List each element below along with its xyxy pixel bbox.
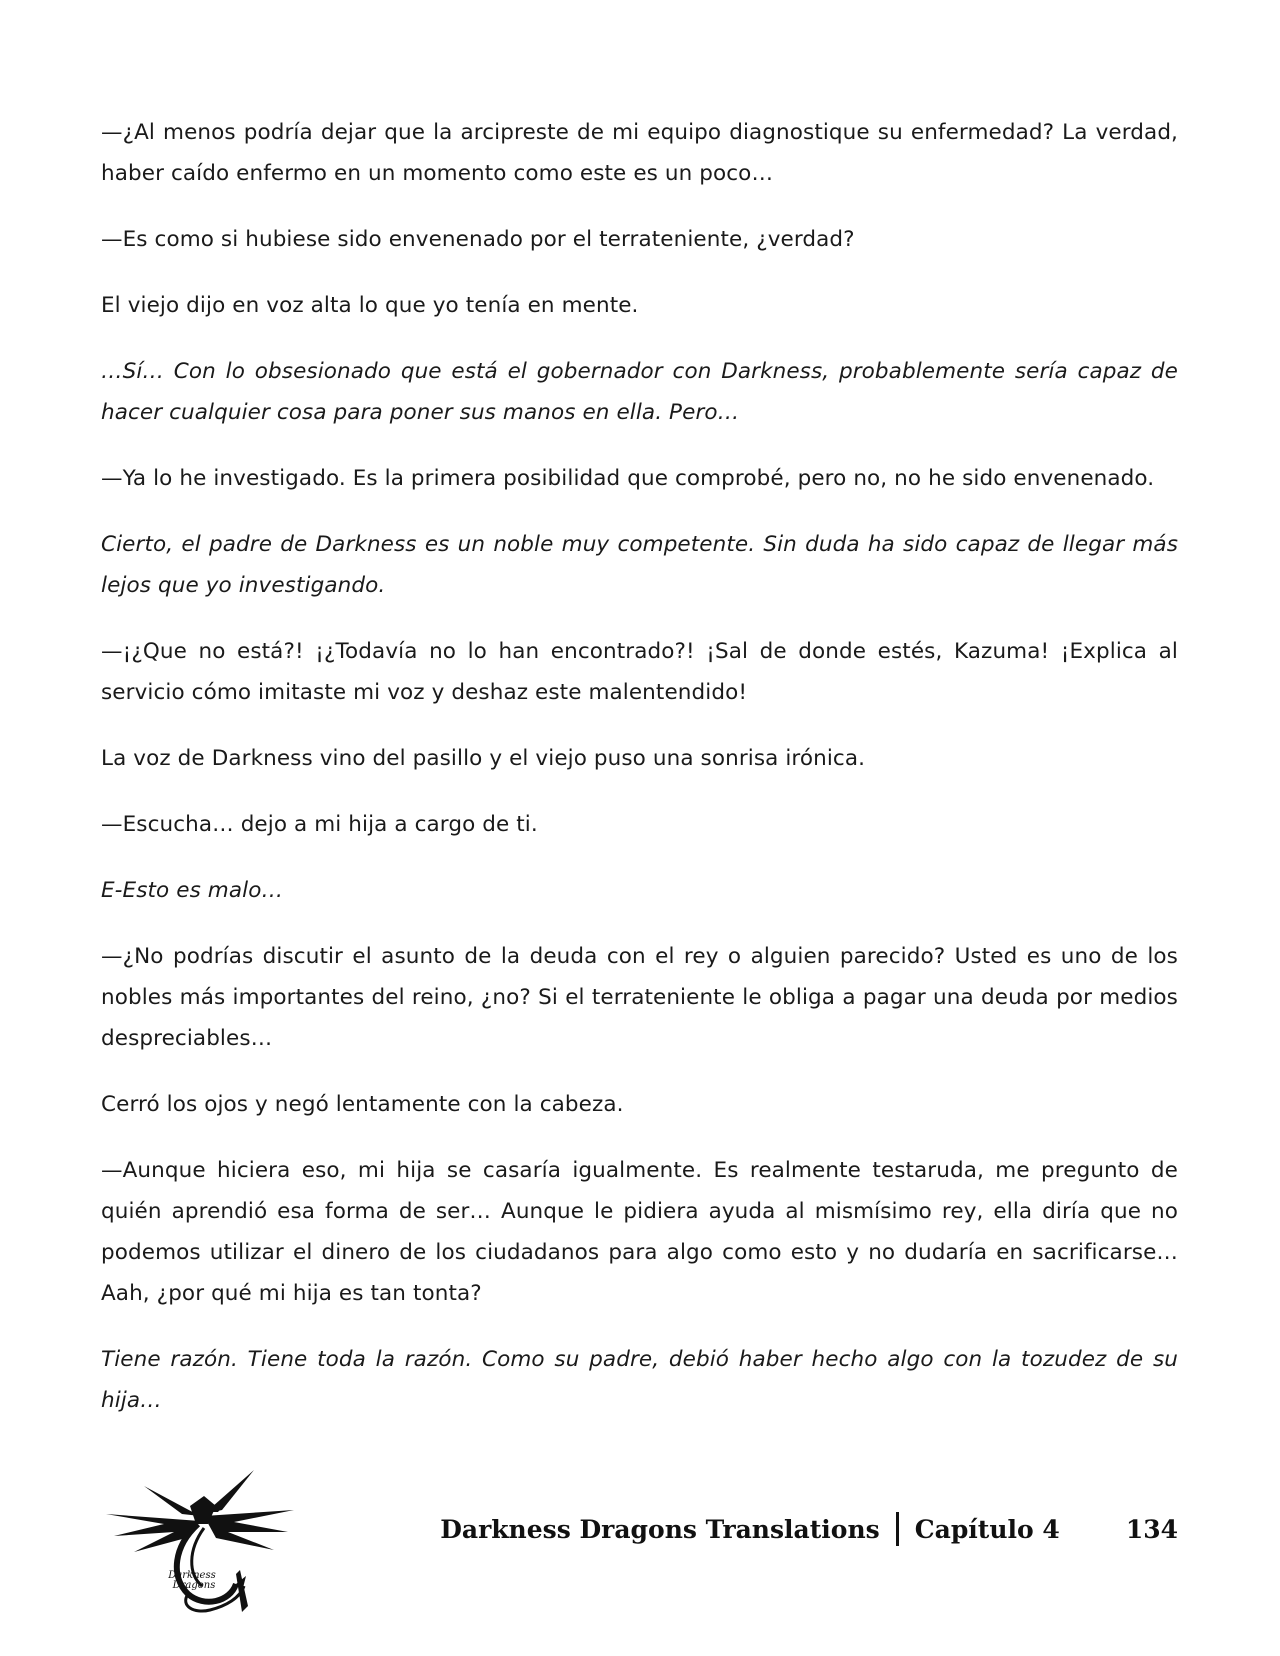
footer-credits (440, 1512, 1178, 1546)
paragraph: —¿No podrías discutir el asunto de la deuda con el rey o alguien parecido? Usted es uno de los nobles más importantes del reino, ¿no? Si el terrateniente le obliga a pagar una deuda por medios despreciables… (101, 944, 1178, 1051)
paragraph: —¿Al menos podría dejar que la arcipreste de mi equipo diagnostique su enfermedad? La verdad, haber caído enfermo en un momento como este es un poco… (101, 120, 1178, 186)
logo-text: Darkness (168, 1570, 216, 1581)
paragraph: —Ya lo he investigado. Es la primera posibilidad que comprobé, pero no, no he sido envenenado. (101, 466, 1155, 491)
page-number: 134 (1125, 1514, 1178, 1544)
paragraph-thought: Cierto, el padre de Darkness es un noble muy competente. Sin duda ha sido capaz de llegar más lejos que yo investigando. (101, 532, 1178, 598)
paragraph-thought: E-Esto es malo… (101, 878, 284, 903)
paragraph: —Aunque hiciera eso, mi hija se casaría igualmente. Es realmente testaruda, me pregunto de quién aprendió esa forma de ser… Aunque le pidiera ayuda al mismísimo rey, ella diría que no podemos utilizar el dinero de los ciudadanos para algo como esto y no dudaría en sacrificarse… Aah, ¿por qué mi hija es tan tonta? (101, 1158, 1178, 1306)
paragraph: El viejo dijo en voz alta lo que yo tenía en mente. (101, 293, 639, 318)
paragraph-thought: Tiene razón. Tiene toda la razón. Como su padre, debió haber hecho algo con la tozudez de su hija… (101, 1347, 1178, 1413)
footer-chapter: Capítulo 4 (914, 1514, 1060, 1544)
footer-divider (896, 1512, 899, 1546)
svg-text:Dragons: Dragons (172, 1580, 216, 1591)
dragon-logo-icon (104, 1466, 296, 1616)
paragraph-thought: …Sí… Con lo obsesionado que está el gobernador con Darkness, probablemente sería capaz de hacer cualquier cosa para poner sus manos en ella. Pero… (101, 359, 1178, 425)
paragraph: Cerró los ojos y negó lentamente con la cabeza. (101, 1092, 624, 1117)
page-body (101, 112, 1178, 1446)
paragraph: —Es como si hubiese sido envenenado por el terrateniente, ¿verdad? (101, 227, 855, 252)
paragraph: La voz de Darkness vino del pasillo y el viejo puso una sonrisa irónica. (101, 746, 866, 771)
paragraph: —Escucha… dejo a mi hija a cargo de ti. (101, 812, 538, 837)
footer-group-name: Darkness Dragons Translations (440, 1514, 880, 1544)
paragraph: —¡¿Que no está?! ¡¿Todavía no lo han encontrado?! ¡Sal de donde estés, Kazuma! ¡Explica al servicio cómo imitaste mi voz y deshaz este malentendido! (101, 639, 1178, 705)
page-footer (0, 1460, 1280, 1620)
